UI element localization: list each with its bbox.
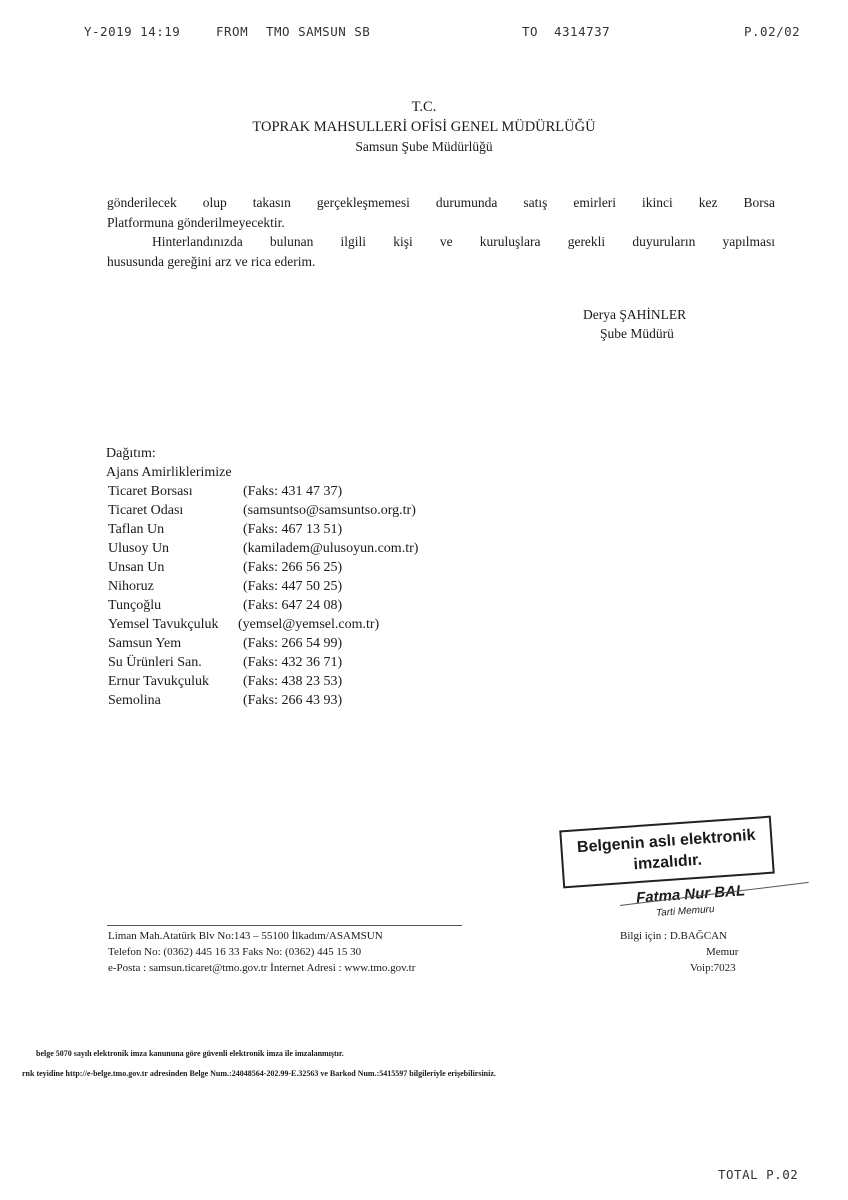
recipient-contact: (samsuntso@samsuntso.org.tr) [243, 503, 416, 518]
fax-page-number: P.02/02 [744, 24, 801, 39]
body-paragraph-1-line-1: gönderilecek olup takasın gerçekleşmemesi durumunda satış emirleri ikinci kez Borsa [107, 195, 775, 210]
footer-info-contact [620, 929, 727, 944]
electronic-signature-stamp [559, 816, 775, 889]
recipient-name: Ticaret Borsası [108, 484, 193, 499]
recipient-name: Nihoruz [108, 579, 154, 594]
recipient-name: Ernur Tavukçuluk [108, 674, 210, 689]
recipient-contact: (Faks: 266 43 93) [243, 693, 343, 708]
recipient-name: Ulusoy Un [108, 541, 170, 556]
signatory-name: Derya ŞAHİNLER [583, 307, 687, 322]
fax-to-value: 4314737 [554, 24, 611, 39]
e-signature-verification: rnk teyidine http://e-belge.tmo.gov.tr adresinden Belge Num.:24048564-202.99-E.32563 ve Barkod Num.:5415597 bilgileriyle erişebilirsiniz. [22, 1069, 496, 1078]
footer-info-title: Memur [706, 946, 739, 958]
e-signature-notice: belge 5070 sayılı elektronik imza kanununa göre güvenli elektronik imza ile imzalanmıştır. [36, 1049, 344, 1058]
distribution-subheading: Ajans Amirliklerimize [106, 465, 232, 480]
recipient-contact: (Faks: 431 47 37) [243, 484, 343, 499]
signatory-title: Şube Müdürü [600, 326, 674, 341]
fax-total-pages: TOTAL P.02 [718, 1167, 799, 1182]
recipient-contact: (Faks: 447 50 25) [243, 579, 343, 594]
recipient-contact: (Faks: 467 13 51) [243, 522, 343, 537]
letterhead-tc: T.C. [411, 99, 437, 115]
footer-email: e-Posta : samsun.ticaret@tmo.gov.tr İnternet Adresi : www.tmo.gov.tr [108, 962, 416, 974]
footer-info-label: Bilgi için : [620, 930, 668, 942]
fax-to-label: TO [522, 24, 539, 39]
recipient-name: Su Ürünleri San. [108, 655, 202, 670]
recipient-contact: (yemsel@yemsel.com.tr) [238, 617, 380, 632]
body-paragraph-2-line-2: hususunda gereğini arz ve rica ederim. [107, 254, 316, 269]
recipient-name: Unsan Un [108, 560, 165, 575]
recipient-contact: (Faks: 266 56 25) [243, 560, 343, 575]
recipient-name: Ticaret Odası [108, 503, 184, 518]
footer-address: Liman Mah.Atatürk Blv No:143 – 55100 İlkadım/ASAMSUN [108, 930, 383, 942]
recipient-contact: (Faks: 432 36 71) [243, 655, 343, 670]
fax-from-value: TMO SAMSUN SB [266, 24, 371, 39]
body-paragraph-1-line-2: Platformuna gönderilmeyecektir. [107, 215, 285, 230]
recipient-name: Samsun Yem [108, 636, 182, 651]
handwritten-stamp-title: Tarti Memuru [655, 903, 715, 920]
footer-phone: Telefon No: (0362) 445 16 33 Faks No: (0362) 445 15 30 [108, 946, 362, 958]
recipient-name: Yemsel Tavukçuluk [108, 617, 219, 632]
recipient-contact: (Faks: 266 54 99) [243, 636, 343, 651]
letterhead-branch: Samsun Şube Müdürlüğü [355, 139, 493, 154]
footer-info-voip: Voip:7023 [690, 962, 736, 974]
distribution-heading: Dağıtım: [106, 446, 156, 461]
recipient-name: Tunçoğlu [108, 598, 162, 613]
recipient-name: Semolina [108, 693, 161, 708]
recipient-contact: (Faks: 647 24 08) [243, 598, 343, 613]
recipient-contact: (Faks: 438 23 53) [243, 674, 343, 689]
recipient-contact: (kamiladem@ulusoyun.com.tr) [243, 541, 419, 556]
footer-info-name: D.BAĞCAN [669, 930, 727, 942]
letterhead-institution: TOPRAK MAHSULLERİ OFİSİ GENEL MÜDÜRLÜĞÜ [252, 119, 596, 135]
body-paragraph-2-line-1: Hinterlandınızda bulunan ilgili kişi ve kuruluşlara gerekli duyuruların yapılması [152, 234, 775, 249]
fax-date-time: Y-2019 14:19 [84, 24, 181, 39]
footer-divider [107, 925, 462, 926]
stamp-line-2: imzalıdır. [632, 851, 703, 874]
fax-from-label: FROM [216, 24, 249, 39]
handwritten-stamp-name: Fatma Nur BAL [635, 882, 746, 907]
recipient-name: Taflan Un [108, 522, 165, 537]
stamp-line-1: Belgenin aslı elektronik [576, 826, 757, 857]
